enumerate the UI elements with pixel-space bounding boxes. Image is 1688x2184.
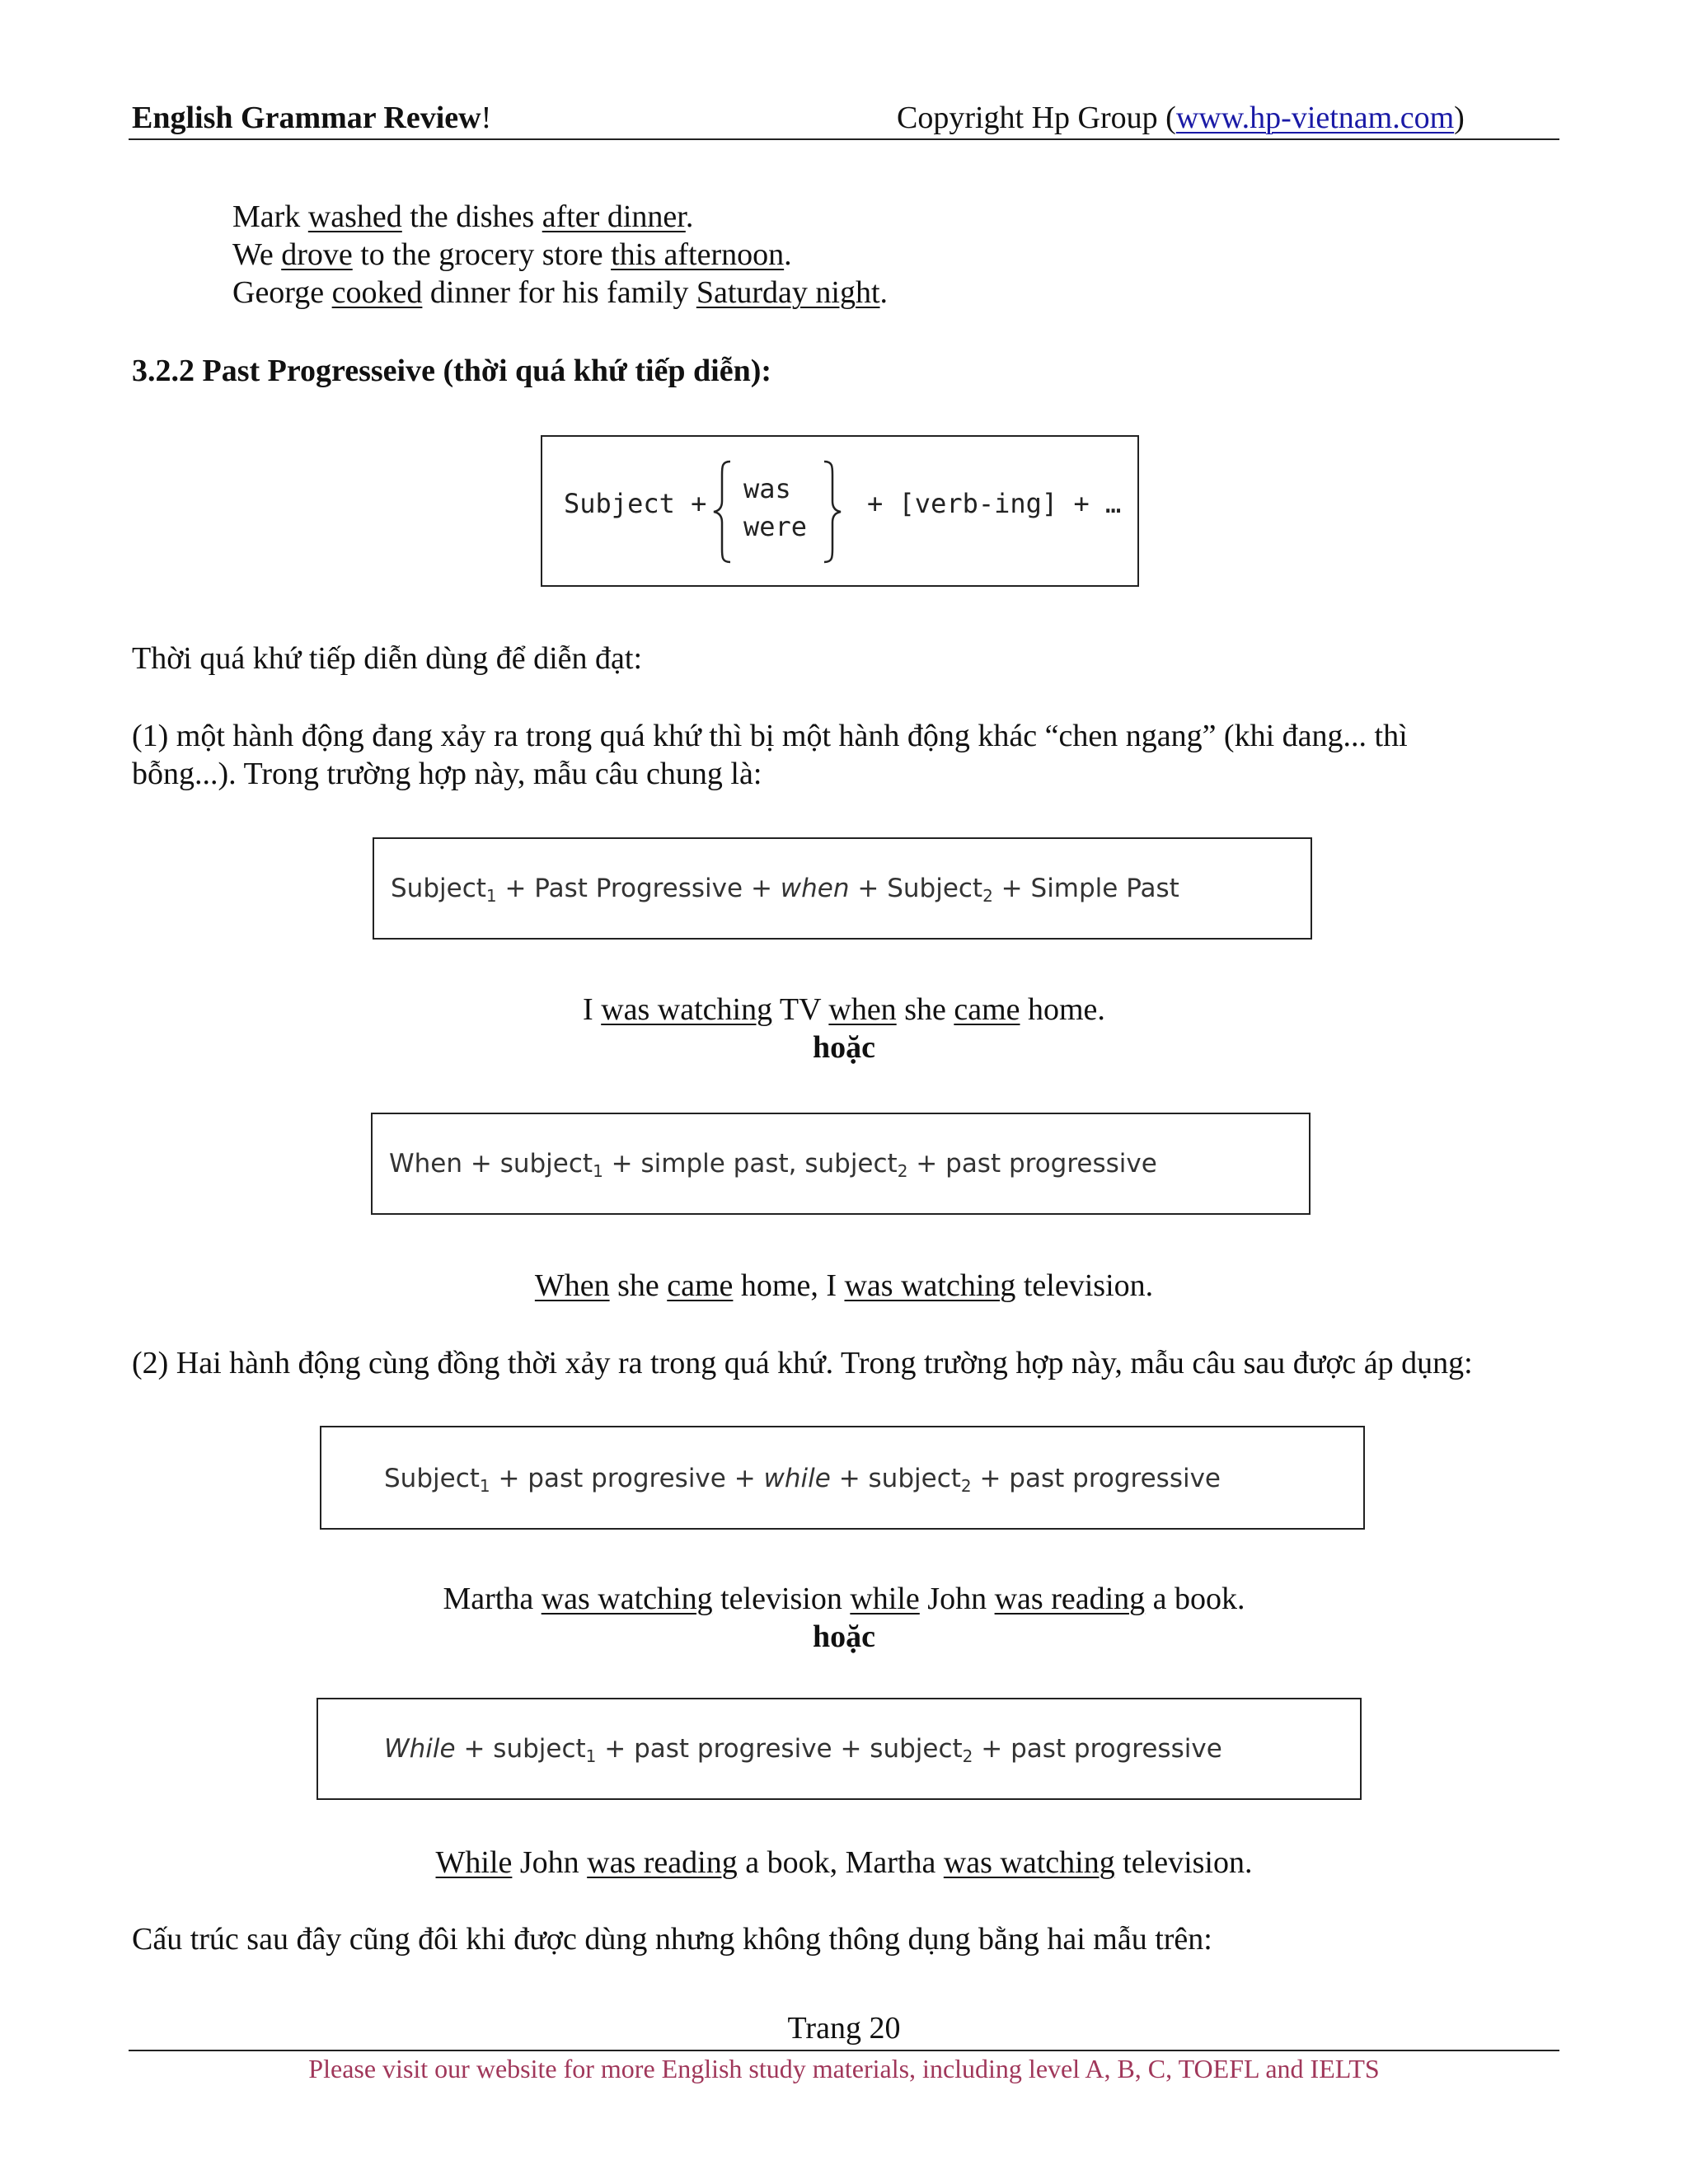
text: a book, Martha [737,1845,944,1880]
conjunction-underlined: while [850,1582,920,1616]
text: TV [772,992,829,1027]
copyright-suffix: ) [1454,101,1465,135]
text: We [232,237,282,272]
keyword-while: while [763,1464,831,1493]
subscript: 1 [479,1476,490,1496]
text: John [919,1582,995,1616]
copyright-prefix: Copyright Hp Group ( [897,101,1176,135]
text: . [784,237,792,272]
text: + subject [830,1464,961,1493]
right-brace-icon [819,458,842,565]
conjunction-underlined: When [534,1268,610,1303]
text: Subject [391,874,486,903]
left-brace-icon [712,458,735,565]
text: . [879,275,889,310]
conjunction-underlined: when [828,992,897,1027]
example-4 [0,1844,1688,1882]
subscript: 1 [585,1746,597,1766]
text: When + subject [389,1149,593,1179]
formula-box-when-first [371,1113,1311,1215]
text: home. [1020,992,1105,1027]
verb-underlined: drove [281,237,353,272]
text: I [583,992,602,1027]
text: + subject [455,1734,586,1764]
conjunction-underlined: While [435,1845,513,1880]
text: she [896,992,954,1027]
verb-underlined: came [954,992,1020,1027]
example-3 [0,1580,1688,1618]
text: television. [1114,1845,1253,1880]
subscript: 1 [485,886,497,906]
text: she [609,1268,668,1303]
text: + past progresive + subject [596,1734,963,1764]
text: . [685,199,694,234]
text: + past progressive [971,1464,1221,1493]
verb-underlined: came [667,1268,734,1303]
document-title-mark: ! [481,101,492,135]
text: home, I [733,1268,845,1303]
text: George [232,275,332,310]
time-underlined: this afternoon [611,237,785,272]
verb-underlined: was watching [541,1582,713,1616]
formula-text [389,1149,1157,1181]
text: television [712,1582,851,1616]
intro-paragraph: Thời quá khứ tiếp diễn dùng để diễn đạt: [132,641,643,676]
verb-underlined: cooked [331,275,423,310]
closing-paragraph: Cấu trúc sau đây cũng đôi khi được dùng nhưng không thông dụng bằng hai mẫu trên: [132,1922,1212,1957]
keyword-when: when [780,874,850,903]
text: + past progresive + [490,1464,764,1493]
document-title: English Grammar Review [132,101,481,135]
footer-rule [129,2050,1559,2051]
example-sentence [232,198,693,236]
text: Martha [443,1582,542,1616]
text: the dishes [401,199,542,234]
or-label: hoặc [813,1030,875,1065]
example-sentence [232,274,888,312]
formula-box-while-first [316,1698,1362,1800]
point-1-line-2: bỗng...). Trong trường hợp này, mẫu câu chung là: [132,757,762,791]
formula-text [384,1464,1221,1496]
example-sentence [232,236,792,274]
point-1-line-1: (1) một hành động đang xảy ra trong quá khứ thì bị một hành động khác “chen ngang” (khi đang... thì [132,719,1408,753]
section-heading: 3.2.2 Past Progresseive (thời quá khứ tiếp diễn): [132,354,772,388]
text: + past progressive [973,1734,1222,1764]
text: television. [1015,1268,1154,1303]
text: Subject [384,1464,480,1493]
subscript: 1 [593,1161,603,1181]
text: dinner for his family [422,275,696,310]
formula-text [384,1734,1222,1766]
formula-box-when [373,837,1312,940]
example-2 [0,1267,1688,1305]
text: + Past Progressive + [496,874,781,903]
or-label: hoặc [813,1619,875,1654]
keyword-while: While [384,1734,456,1764]
text: + Subject [849,874,983,903]
formula-text [391,874,1179,906]
text: + simple past, subject [603,1149,898,1179]
verb-underlined: was reading [587,1845,738,1880]
formula-rest: + [verb-ing] + … [867,488,1122,519]
subscript: 2 [982,886,993,906]
formula-option-were: were [743,511,808,542]
verb-underlined: was watching [844,1268,1016,1303]
subscript: 2 [960,1476,972,1496]
copyright-notice [897,99,1465,137]
text: + past progressive [907,1149,1157,1179]
time-underlined: Saturday night [696,275,880,310]
text: John [512,1845,588,1880]
formula-subject: Subject + [564,488,707,519]
verb-underlined: was watching [943,1845,1115,1880]
header-rule [129,138,1559,140]
formula-option-was: was [743,473,791,504]
text: + Simple Past [992,874,1179,903]
formula-box-main [541,435,1139,587]
text: Mark [232,199,308,234]
website-link[interactable]: www.hp-vietnam.com [1175,101,1455,135]
formula-box-while [320,1426,1365,1530]
text: to the grocery store [352,237,612,272]
point-2: (2) Hai hành động cùng đồng thời xảy ra trong quá khứ. Trong trường hợp này, mẫu câu sau được áp dụng: [132,1346,1473,1380]
time-underlined: after dinner [542,199,686,234]
footer-note: Please visit our website for more English study materials, including level A, B, C, TOEFL and IELTS [308,2054,1380,2083]
verb-underlined: was reading [994,1582,1146,1616]
example-1 [0,991,1688,1029]
verb-underlined: was watching [601,992,773,1027]
subscript: 2 [962,1746,973,1766]
subscript: 2 [897,1161,908,1181]
text: a book. [1145,1582,1245,1616]
page-number: Trang 20 [787,2011,901,2046]
verb-underlined: washed [307,199,402,234]
